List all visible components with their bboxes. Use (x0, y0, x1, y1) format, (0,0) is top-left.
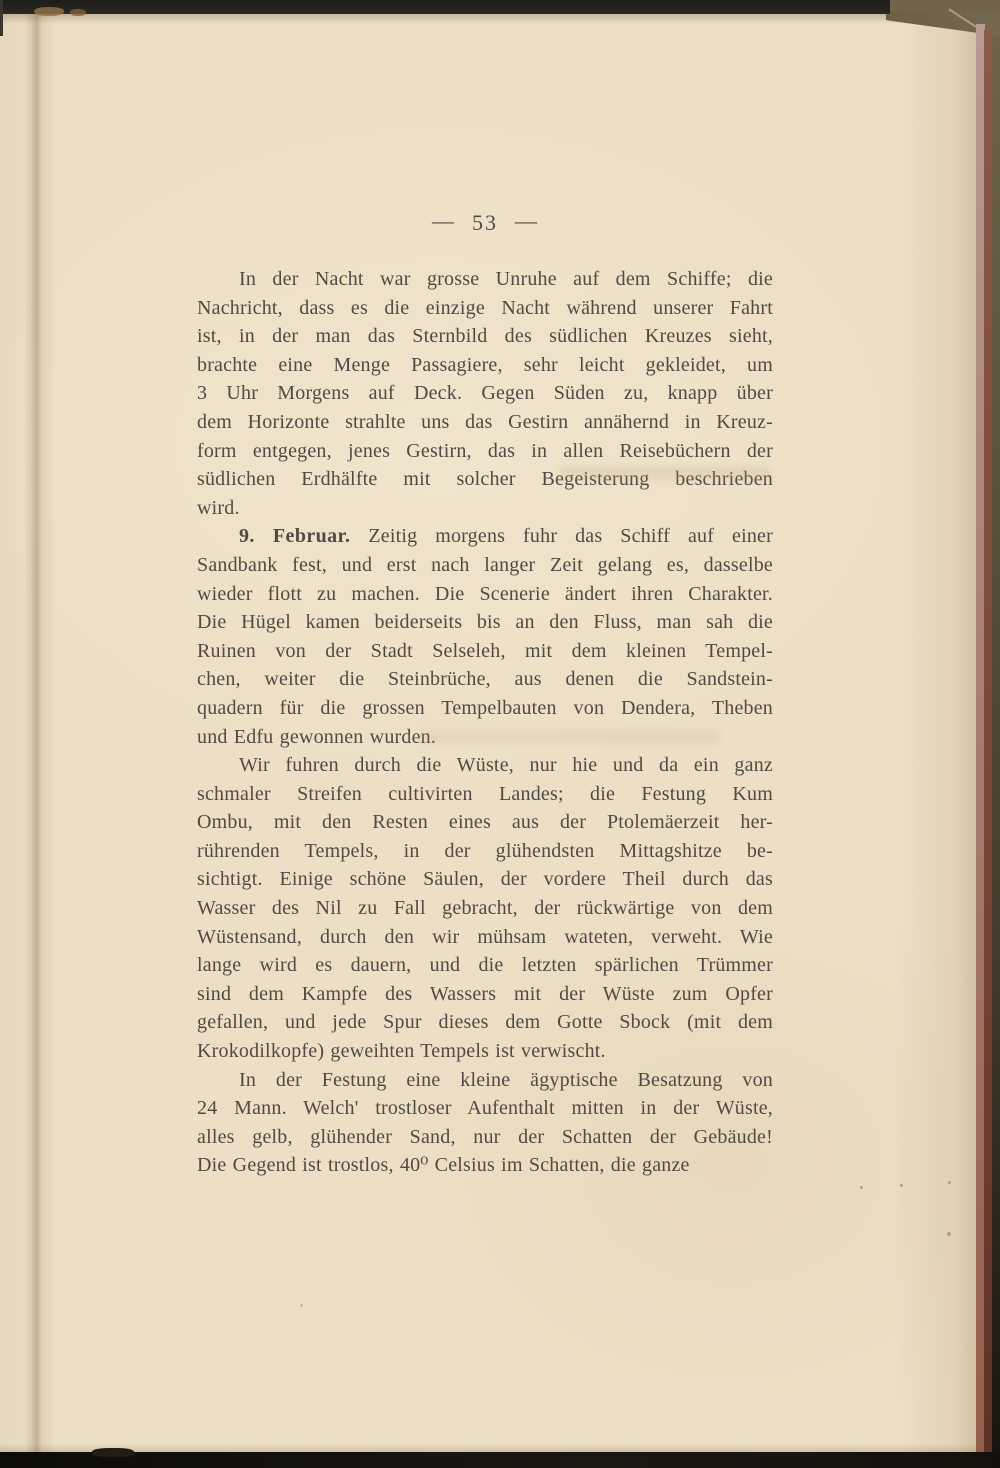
book-bottom-edge (0, 1452, 1000, 1468)
text-line: In der Nacht war grosse Unruhe auf dem Schiffe; die (239, 268, 773, 290)
text-line: rührenden Tempels, in der glühendsten Mittagshitze be- (197, 839, 773, 862)
text-line: In der Festung eine kleine ägyptische Besatzung von (239, 1068, 773, 1091)
text-line: wird. (197, 496, 240, 519)
text-line: gefallen, und jede Spur dieses dem Gotte Sbock (mit dem (197, 1011, 773, 1034)
paper-speck (900, 1184, 903, 1187)
page-number: 53 (472, 210, 498, 235)
text-line: form entgegen, jenes Gestirn, das in allen Reisebüchern der (197, 439, 773, 462)
text-line: 9. Februar. Zeitig morgens fuhr das Schiff auf einer (239, 525, 773, 548)
text-line: Wasser des Nil zu Fall gebracht, der rückwärtige von dem (197, 897, 773, 920)
text-line: dem Horizonte strahlte uns das Gestirn annähernd in Kreuz- (197, 410, 773, 433)
text-line: schmaler Streifen cultivirten Landes; die Festung Kum (197, 782, 773, 805)
paper-speck (948, 1181, 951, 1184)
binding-debris (70, 9, 86, 16)
text-line: lange wird es dauern, und die letzten spärlichen Trümmer (197, 954, 773, 977)
text-line: brachte eine Menge Passagiere, sehr leicht gekleidet, um (197, 353, 773, 376)
text-line: Krokodilkopfe) geweihten Tempels ist verwischt. (197, 1040, 606, 1063)
binding-debris (34, 7, 64, 16)
page-edge-stack-dark (984, 30, 992, 1454)
text-line: quadern für die grossen Tempelbauten von Dendera, Theben (197, 696, 773, 719)
text-line: alles gelb, glühender Sand, nur der Schatten der Gebäude! (197, 1125, 773, 1148)
text-line: wieder flott zu machen. Die Scenerie ändert ihren Charakter. (197, 582, 773, 605)
text-line: und Edfu gewonnen wurden. (197, 725, 437, 748)
text-block (197, 265, 773, 1180)
page-header (197, 210, 773, 240)
showthrough-smudge (420, 730, 720, 744)
text-line: Die Hügel kamen beiderseits bis an den Fluss, man sah die (197, 611, 773, 634)
book-top-edge (0, 0, 890, 14)
book-page (0, 14, 976, 1452)
paper-speck (300, 1304, 303, 1307)
text-line: 24 Mann. Welch' trostloser Aufenthalt mitten in der Wüste, (197, 1097, 773, 1120)
showthrough-smudge (560, 466, 770, 480)
text-line: Die Gegend ist trostlos, 40⁰ Celsius im Schatten, die ganze (197, 1154, 690, 1177)
text-line: südlichen Erdhälfte mit solcher Begeisterung beschrieben (197, 468, 773, 491)
text-line: sind dem Kampfe des Wassers mit der Wüste zum Opfer (197, 982, 773, 1005)
text-line: Nachricht, dass es die einzige Nacht während unserer Fahrt (197, 296, 773, 319)
paper-speck (947, 1232, 951, 1236)
paper-speck (860, 1186, 863, 1189)
text-line: chen, weiter die Steinbrüche, aus denen die Sandstein- (197, 668, 773, 691)
text-line: Sandbank fest, und erst nach langer Zeit gelang es, dasselbe (197, 553, 773, 576)
text-line: Ombu, mit den Resten eines aus der Ptolemäerzeit her- (197, 811, 773, 834)
text-line: 3 Uhr Morgens auf Deck. Gegen Süden zu, knapp über (197, 382, 773, 405)
book-left-edge (0, 0, 3, 36)
binding-debris (92, 1448, 134, 1457)
text-line: Wir fuhren durch die Wüste, nur hie und da ein ganz (239, 754, 773, 777)
paragraph-date-lead: 9. Februar. (239, 525, 351, 548)
text-line: Ruinen von der Stadt Selseleh, mit dem kleinen Tempel- (197, 639, 773, 662)
header-left-dash: — (432, 208, 455, 233)
text-line: Wüstensand, durch den wir mühsam wateten, verweht. Wie (197, 925, 773, 948)
text-line: sichtigt. Einige schöne Säulen, der vordere Theil durch das (197, 868, 773, 891)
header-right-dash: — (515, 208, 538, 233)
text-line: ist, in der man das Sternbild des südlichen Kreuzes sieht, (197, 325, 773, 348)
